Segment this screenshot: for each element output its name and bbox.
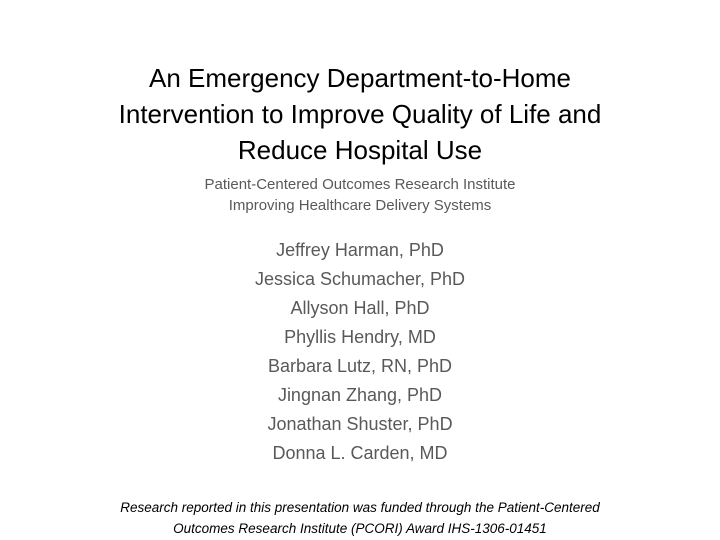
subtitle-line-2: Improving Healthcare Delivery Systems: [228, 197, 492, 214]
author-item: Jingnan Zhang, PhD: [277, 385, 443, 405]
author-item: Phyllis Hendry, MD: [284, 327, 436, 347]
slide-subtitle: [40, 174, 680, 216]
author-item: Jessica Schumacher, PhD: [254, 269, 466, 289]
title-line-1: An Emergency Department-to-Home: [149, 63, 571, 93]
title-line-3: Reduce Hospital Use: [237, 135, 483, 165]
funding-line-1: Research reported in this presentation was funded through the Patient-Centered: [120, 500, 600, 515]
title-line-2: Intervention to Improve Quality of Life and: [118, 99, 602, 129]
slide-title: [40, 60, 680, 168]
funding-note: [30, 497, 690, 539]
author-item: Allyson Hall, PhD: [290, 298, 430, 318]
author-item: Jeffrey Harman, PhD: [276, 240, 444, 260]
author-item: Jonathan Shuster, PhD: [267, 414, 453, 434]
subtitle-line-1: Patient-Centered Outcomes Research Institute: [204, 176, 516, 193]
author-list: [160, 236, 560, 468]
author-item: Barbara Lutz, RN, PhD: [267, 356, 453, 376]
author-item: Donna L. Carden, MD: [272, 443, 448, 463]
title-block: [40, 60, 680, 216]
funding-line-2: Outcomes Research Institute (PCORI) Award IHS-1306-01451: [173, 521, 547, 536]
